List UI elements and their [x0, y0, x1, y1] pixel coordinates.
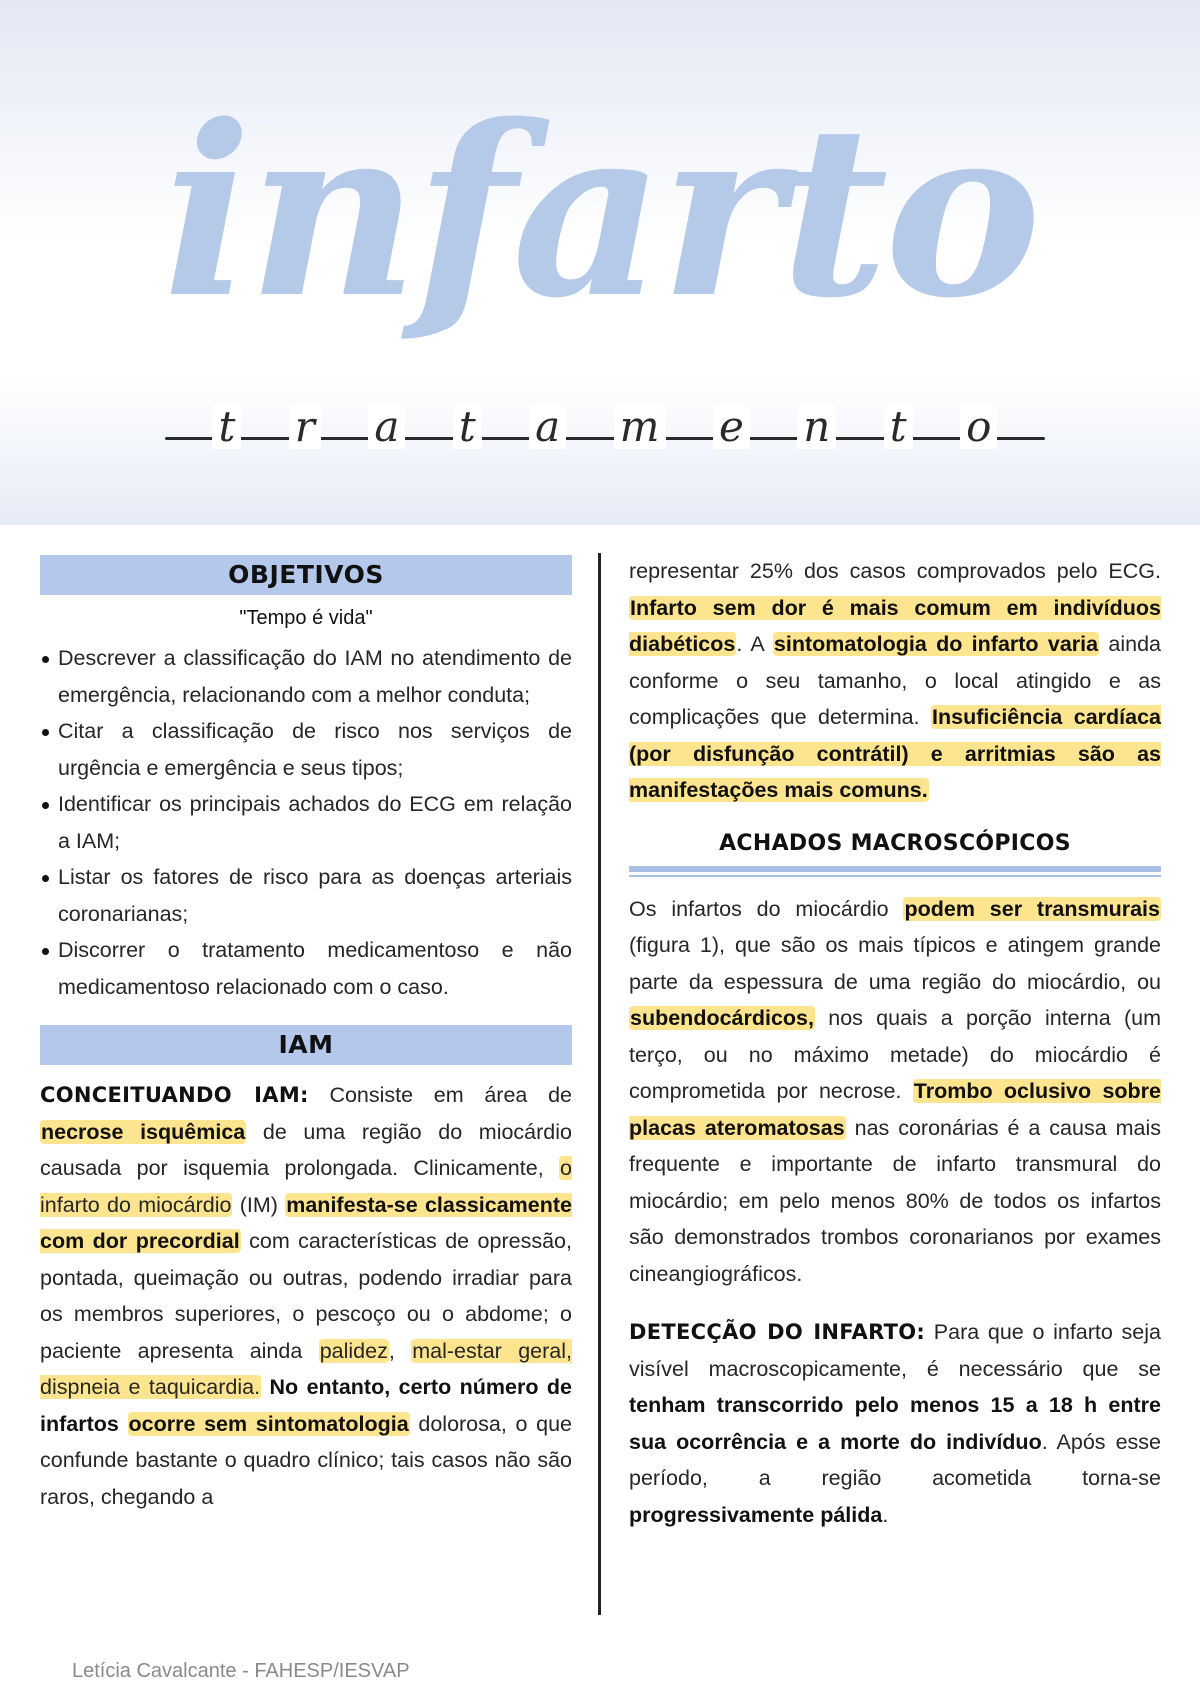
footer-credit: Letícia Cavalcante - FAHESP/IESVAP	[72, 1660, 410, 1682]
bold-text: No entanto, certo número de infartos	[40, 1375, 572, 1436]
lead-label: DETECÇÃO DO INFARTO:	[629, 1320, 926, 1344]
text-run: com características de opressão, pontada, queimação ou outras, podendo irradiar para os membros superiores, o pescoço ou o abdome; o paciente apresenta ainda	[40, 1229, 572, 1363]
iam-paragraph	[40, 1077, 572, 1515]
right-column	[629, 553, 1161, 1533]
list-item: Descrever a classificação do IAM no atendimento de emergência, relacionando com a melhor conduta;	[40, 640, 572, 713]
list-item: Discorrer o tratamento medicamentoso e não medicamentoso relacionado com o caso.	[40, 932, 572, 1005]
highlight: palidez	[319, 1338, 388, 1363]
section-heading-iam: IAM	[40, 1025, 572, 1065]
quote: "Tempo é vida"	[239, 607, 373, 629]
section-heading-objetivos: OBJETIVOS	[40, 555, 572, 595]
text-run: . A	[736, 632, 773, 656]
achados-paragraph	[629, 891, 1161, 1293]
subtitle-letter: o	[960, 405, 997, 449]
page-subtitle	[165, 402, 1045, 451]
deteccao-paragraph	[629, 1314, 1161, 1533]
text-run: . Após esse período, a região acometida torna-se	[629, 1429, 1161, 1490]
text-run: (figura 1), que são os mais típicos e atingem grande parte da espessura de uma região do miocárdio, ou	[629, 933, 1161, 994]
lead-label: CONCEITUANDO IAM:	[40, 1083, 309, 1107]
list-item: Citar a classificação de risco nos serviços de urgência e emergência e seus tipos;	[40, 713, 572, 786]
left-column	[40, 555, 572, 1515]
text-run: .	[882, 1502, 889, 1527]
text-run: Para que o infarto seja visível macroscopicamente, é necessário que se	[629, 1320, 1161, 1381]
subtitle-letter: a	[529, 405, 566, 449]
text-run: ainda conforme o seu tamanho, o local atingido e as complicações que determina.	[629, 632, 1161, 729]
list-item: Identificar os principais achados do ECG em relação a IAM;	[40, 786, 572, 859]
heading-rule	[629, 866, 1161, 877]
page-title: infarto	[162, 74, 1038, 350]
highlight: o infarto do miocárdio	[40, 1156, 572, 1217]
list-item: Listar os fatores de risco para as doenças arteriais coronarianas;	[40, 859, 572, 932]
highlight: sintomatologia do infarto varia	[773, 632, 1099, 656]
subtitle-letter: a	[368, 405, 405, 449]
subtitle-letter: t	[212, 405, 241, 449]
text-run: (IM)	[232, 1192, 286, 1217]
column-divider	[598, 553, 601, 1615]
objectives-list	[40, 640, 572, 1005]
highlight: Insuficiência cardíaca (por disfunção contrátil) e arritmias são as manifestações mais comuns.	[629, 705, 1161, 802]
text-run: nos quais a porção interna (um terço, ou no máximo metade) do miocárdio é comprometida por necrose.	[629, 1006, 1161, 1103]
text-run: de uma região do miocárdio causada por isquemia prolongada. Clinicamente,	[40, 1119, 572, 1180]
subtitle-letter: e	[713, 405, 750, 449]
highlight: ocorre sem sintomatologia	[128, 1411, 409, 1436]
subtitle-letter: m	[614, 405, 666, 449]
text-run: Os infartos do miocárdio	[629, 896, 904, 921]
subtitle-letter: t	[884, 405, 913, 449]
highlight: Infarto sem dor é mais comum em indivíduos diabéticos	[629, 595, 1161, 656]
highlight: mal-estar geral, dispneia e taquicardia.	[40, 1338, 572, 1399]
highlight: podem ser transmurais	[904, 896, 1160, 921]
subtitle-letter: r	[289, 405, 321, 449]
text-run: representar 25% dos casos comprovados pelo ECG.	[629, 559, 1161, 583]
text-run	[261, 1375, 269, 1399]
highlight: subendocárdicos,	[630, 1006, 814, 1030]
bold-text: tenham transcorrido pelo menos 15 a 18 h entre sua ocorrência e a morte do indivíduo	[629, 1393, 1161, 1454]
subtitle-letter: t	[453, 405, 482, 449]
subtitle-letter: n	[797, 405, 836, 449]
header-banner	[0, 0, 1200, 525]
text-run: dolorosa, o que confunde bastante o quadro clínico; tais casos não são raros, chegando a	[40, 1411, 572, 1509]
highlight: necrose isquêmica	[41, 1119, 246, 1144]
section-heading-achados: ACHADOS MACROSCÓPICOS	[719, 830, 1071, 856]
text-run: nas coronárias é a causa mais frequente e importante de infarto transmural do miocárdio; em pelo menos 80% de todos os infartos são demonstrados trombos coronarianos por exames cineangiográficos.	[629, 1115, 1161, 1286]
text-run: Consiste em área de	[308, 1083, 572, 1107]
highlight: Trombo oclusivo sobre placas ateromatosas	[629, 1079, 1161, 1140]
text-run: ,	[388, 1338, 412, 1363]
bold-text: progressivamente pálida	[629, 1502, 883, 1527]
continuation-paragraph	[629, 553, 1161, 809]
highlight: manifesta-se classicamente com dor precordial	[40, 1192, 572, 1253]
